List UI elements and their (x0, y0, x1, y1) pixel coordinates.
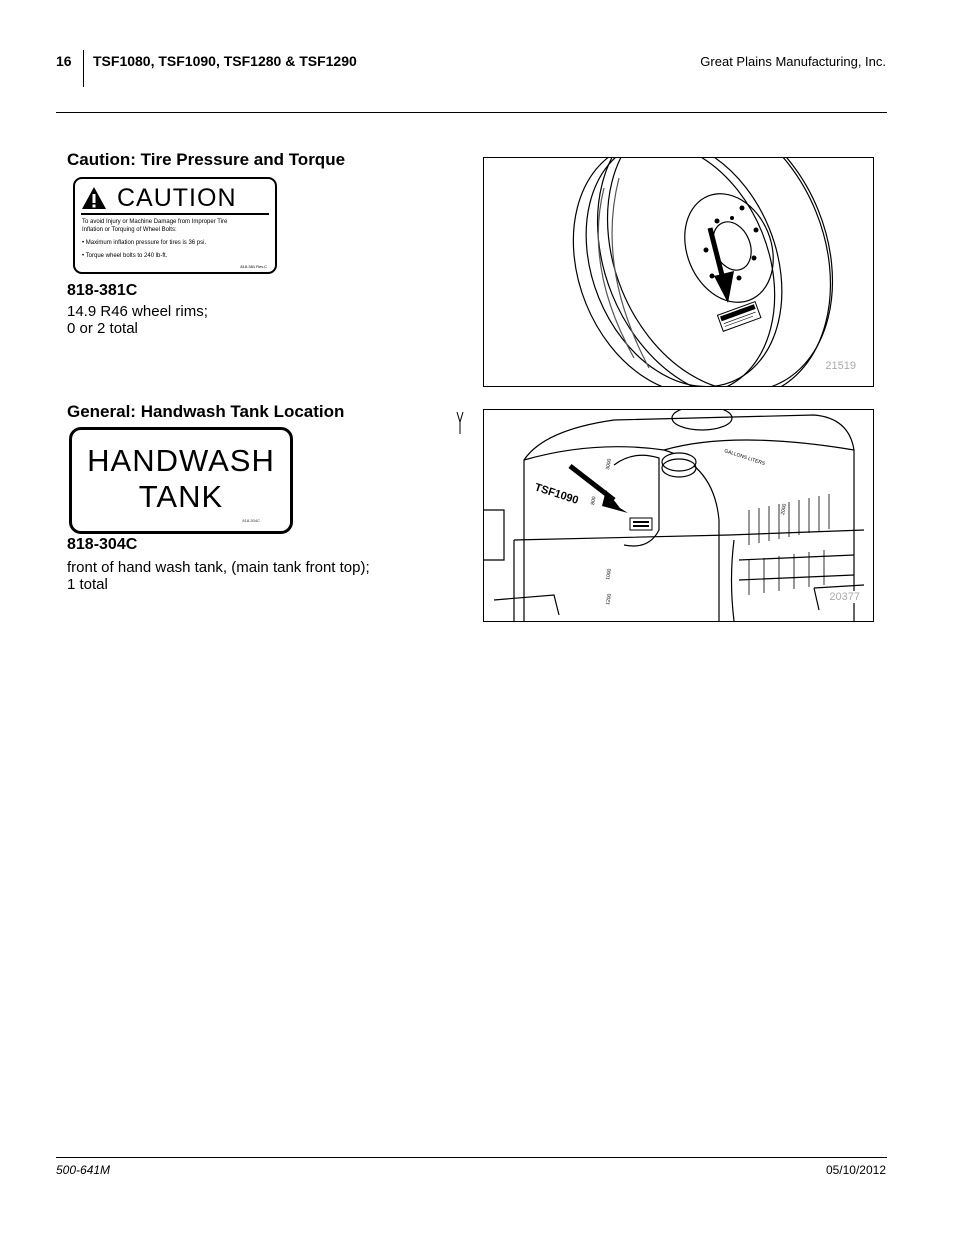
tank-scale-label: 1000 (605, 568, 613, 581)
tank-model-label: TSF1090 (533, 481, 580, 507)
part-number-818-304c: 818-304C (67, 536, 138, 553)
tank-illustration (484, 410, 873, 621)
caution-decal-code: 818-381 Rev.C (240, 264, 267, 269)
description-line: 1 total (67, 576, 108, 593)
page-number: 16 (56, 53, 72, 69)
tank-scale-label: 1200 (605, 593, 613, 606)
header-divider-vertical (83, 50, 84, 87)
tank-scale-label: 2000 (780, 503, 788, 516)
caution-line: To avoid Injury or Machine Damage from Improper Tire (82, 219, 228, 225)
caution-line: • Torque wheel bolts to 240 lb-ft. (82, 252, 168, 259)
wheel-rim-illustration (484, 158, 873, 386)
description-line: front of hand wash tank, (main tank front top); (67, 559, 370, 576)
figure-number: 20377 (829, 591, 860, 603)
document-number: 500-641M (56, 1163, 111, 1177)
section-title-tire-pressure: Caution: Tire Pressure and Torque (67, 150, 346, 169)
description-line: 14.9 R46 wheel rims; (67, 303, 208, 320)
caution-body (82, 219, 269, 260)
caution-line: • Maximum inflation pressure for tires is 36 psi. (82, 240, 207, 246)
handwash-decal-on-tank-icon (630, 518, 652, 530)
company-name: Great Plains Manufacturing, Inc. (700, 54, 886, 69)
figure-handwash-tank (483, 409, 874, 622)
figure-number: 21519 (825, 360, 856, 372)
handwash-decal (69, 427, 293, 534)
part-description-818-381c (67, 303, 208, 337)
handwash-decal-line: HANDWASH (87, 443, 275, 478)
part-description-818-304c (67, 559, 370, 593)
footer-rule (56, 1157, 887, 1158)
handwash-decal-code: 818-304C (242, 518, 260, 523)
caution-header (81, 183, 269, 215)
caution-line: Inflation or Torquing of Wheel Bolts: (82, 226, 177, 233)
caution-heading: CAUTION (117, 183, 237, 212)
arrow-icon (710, 228, 734, 303)
handwash-decal-text (72, 443, 290, 515)
arrow-icon (570, 466, 628, 513)
sketch-mark-icon (455, 410, 465, 436)
caution-decal (73, 177, 277, 274)
handwash-decal-line: TANK (138, 479, 224, 514)
document-title: TSF1080, TSF1090, TSF1280 & TSF1290 (93, 53, 357, 69)
header-rule (56, 112, 887, 113)
document-date: 05/10/2012 (825, 1163, 886, 1177)
tank-scale-header: GALLONS LITERS (723, 448, 766, 468)
tank-scale-label: 3000 (605, 458, 613, 471)
description-line: 0 or 2 total (67, 320, 138, 337)
part-number-818-381c: 818-381C (67, 282, 138, 299)
section-title-handwash: General: Handwash Tank Location (67, 402, 345, 421)
tire-caution-decal-icon (717, 302, 760, 332)
tank-scale-label: 800 (590, 496, 598, 506)
figure-wheel-rim (483, 157, 874, 387)
warning-triangle-icon (81, 186, 107, 210)
